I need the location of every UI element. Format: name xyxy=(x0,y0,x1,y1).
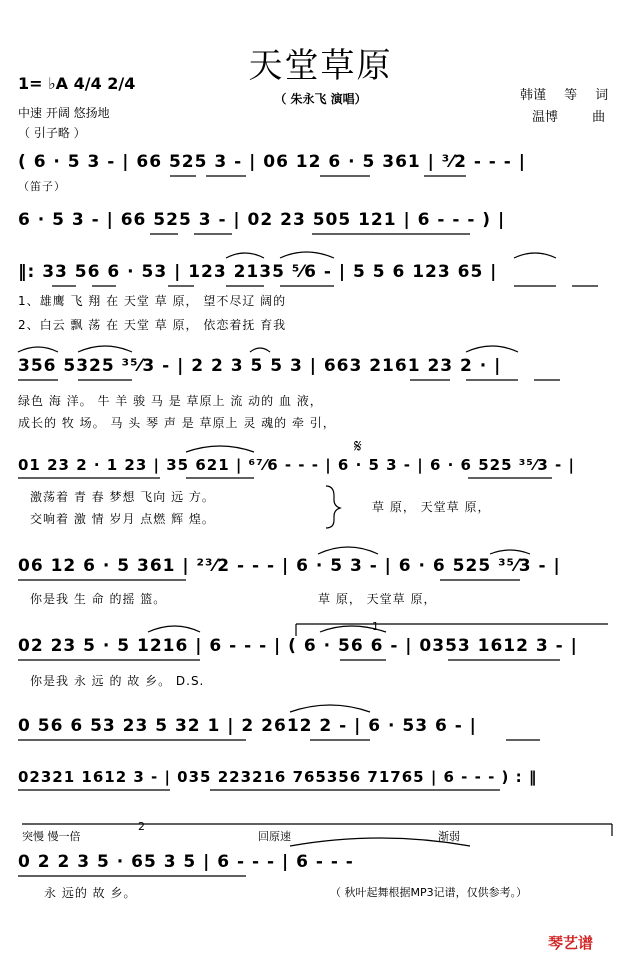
key-signature: 1= ♭A 4/4 2/4 xyxy=(18,74,136,93)
a-tempo-marking: 回原速 xyxy=(258,830,291,843)
volta-2-label: 2 xyxy=(138,820,145,833)
score-row-9: 02321 1612 3 - | 035 223216 765356 71765 | 6 - - - ) : ‖ xyxy=(18,768,538,786)
score-row-8: 0 56 6 53 23 5 32 1 | 2 2612 2 - | 6 · 53 6 - | xyxy=(18,716,477,736)
site-watermark-logo: 琴艺谱 xyxy=(548,934,594,952)
score-row-6: 06 12 6 · 5 361 | ²³⁄2 - - - | 6 · 5 3 - | 6 · 6 525 ³⁵⁄3 - | xyxy=(18,556,561,576)
lyric-line: 成长的 牧 场。 马 头 琴 声 是 草原上 灵 魂的 牵 引， xyxy=(18,416,336,430)
lyric-line: 草 原， 天堂草 原， xyxy=(318,592,437,606)
lyric-line: 1、雄鹰 飞 翔 在 天堂 草 原， 望不尽辽 阔的 xyxy=(18,294,287,308)
tempo-marking: 中速 开阔 悠扬地 xyxy=(18,106,110,120)
song-title: 天堂草原 xyxy=(248,46,393,86)
composer-credit: 温博 曲 xyxy=(532,110,606,125)
lyric-line: 你是我 生 命 的摇 篮。 xyxy=(30,592,167,606)
score-row-7: 02 23 5 · 5 1216 | 6 - - - | ( 6 · 56 6 - | 0353 1612 3 - | xyxy=(18,636,578,656)
lyric-line: 2、白云 飘 荡 在 天堂 草 原， 依恋着抚 育我 xyxy=(18,318,287,332)
dim-marking: 渐弱 xyxy=(438,830,460,843)
score-row-4: 356 5325 ³⁵⁄3 - | 2 2 3 5 5 3 | 663 2161 23 2 · | xyxy=(18,356,502,376)
rit-marking: 突慢 慢一倍 xyxy=(22,830,81,843)
segno-sign: 𝄋 xyxy=(354,436,362,457)
lyric-line: 永 远的 故 乡。 xyxy=(44,886,137,900)
lyric-line: （笛子） xyxy=(18,180,66,193)
lyric-line: 绿色 海 洋。 牛 羊 骏 马 是 草原上 流 动的 血 液， xyxy=(18,394,323,408)
score-row-10: 0 2 2 3 5 · 65 3 5 | 6 - - - | 6 - - - xyxy=(18,852,354,872)
transcription-footnote: （ 秋叶起舞根据MP3记谱，仅供参考。） xyxy=(330,886,528,899)
score-row-3: ‖: 33 56 6 · 53 | 123 2135 ⁵⁄6 - | 5 5 6 123 65 | xyxy=(18,262,498,282)
lyric-line: 你是我 永 远 的 故 乡。 D.S. xyxy=(30,674,205,688)
score-row-1: ( 6 · 5 3 - | 66 525 3 - | 06 12 6 · 5 361 | ³⁄2 - - - | xyxy=(18,152,526,172)
lyric-line: 交响着 激 情 岁月 点燃 辉 煌。 xyxy=(30,512,215,526)
lyric-line: 激荡着 青 春 梦想 飞向 远 方。 xyxy=(30,490,215,504)
lyric-line: 草 原， 天堂草 原， xyxy=(372,500,491,514)
lyricist-credit: 韩谨 等 词 xyxy=(520,88,609,103)
score-row-5: 01 23 2 · 1 23 | 35 621 | ⁶⁷⁄6 - - - | 6 · 5 3 - | 6 · 6 525 ³⁵⁄3 - | xyxy=(18,456,575,474)
intro-note: （ 引子略 ） xyxy=(18,126,86,140)
performer-credit: （ 朱永飞 演唱） xyxy=(274,92,367,106)
score-row-2: 6 · 5 3 - | 66 525 3 - | 02 23 505 121 | 6 - - - ) | xyxy=(18,210,506,230)
volta-1-label: 1 xyxy=(372,620,379,633)
